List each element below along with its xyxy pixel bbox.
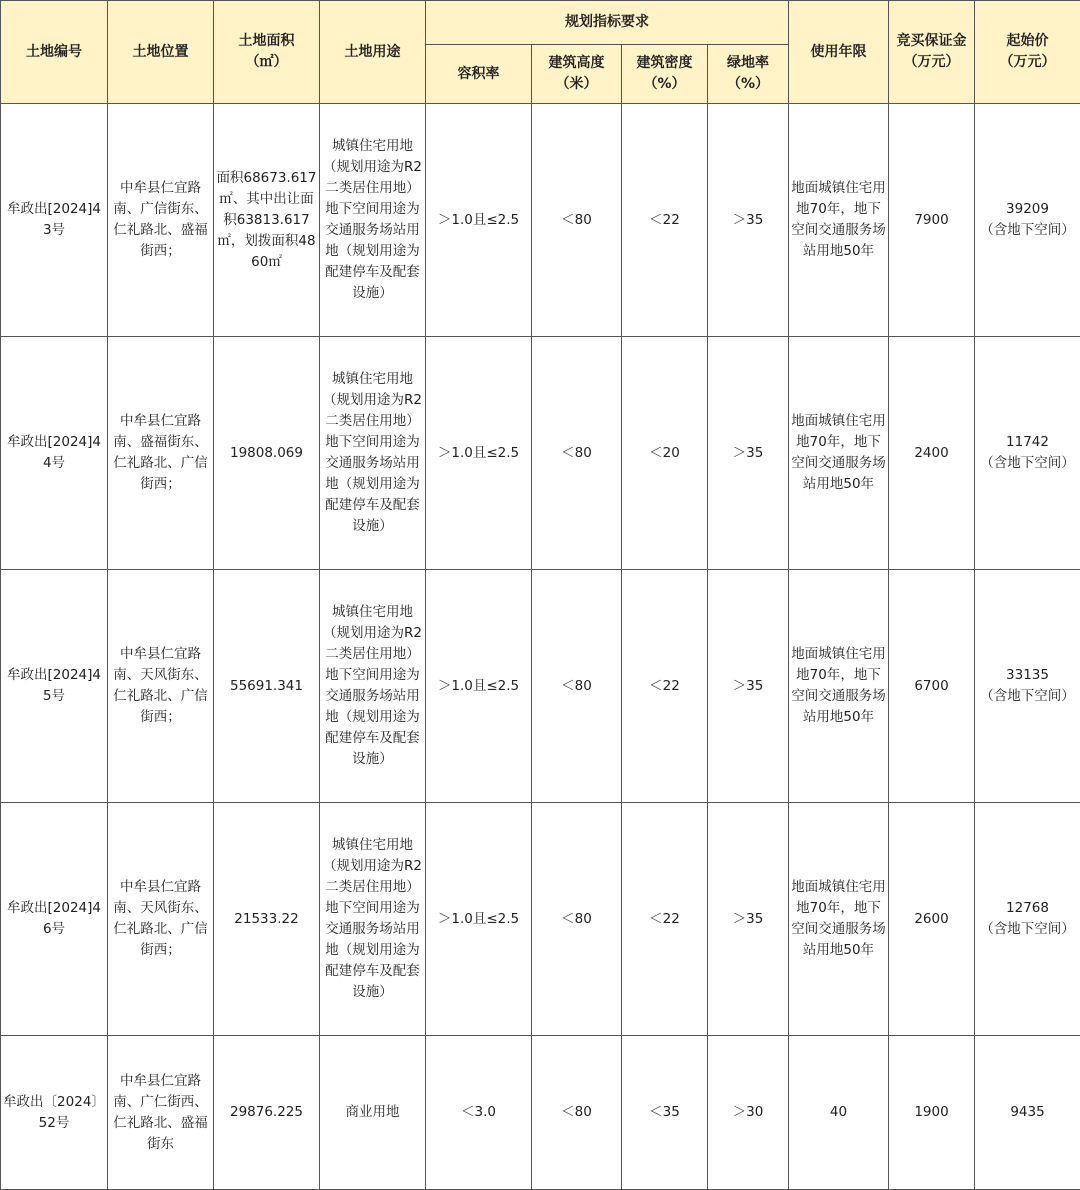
cell-location: 中牟县仁宜路南、天风街东、仁礼路北、广信街西； <box>108 803 214 1036</box>
cell-start-price: 33135 （含地下空间） <box>975 570 1080 803</box>
table-row <box>1 570 1080 803</box>
cell-land-no: 牟政出[2024]43号 <box>1 104 108 337</box>
cell-location: 中牟县仁宜路南、广仁街西、仁礼路北、盛福街东 <box>108 1036 214 1190</box>
header-density: 建筑密度 （%） <box>622 45 708 104</box>
cell-green: ＞35 <box>708 337 789 570</box>
header-use: 土地用途 <box>320 1 426 104</box>
cell-land-no: 牟政出[2024]46号 <box>1 803 108 1036</box>
cell-green: ＞35 <box>708 570 789 803</box>
cell-years: 地面城镇住宅用地70年，地下空间交通服务场站用地50年 <box>789 104 889 337</box>
cell-start-price: 12768 （含地下空间） <box>975 803 1080 1036</box>
header-land-no: 土地编号 <box>1 1 108 104</box>
cell-height: ＜80 <box>532 1036 622 1190</box>
cell-far: ＞1.0且≤2.5 <box>426 104 532 337</box>
cell-density: ＜22 <box>622 570 708 803</box>
cell-use: 城镇住宅用地（规划用途为R2二类居住用地）地下空间用途为交通服务场站用地（规划用途为配建停车及配套设施） <box>320 803 426 1036</box>
cell-use: 城镇住宅用地（规划用途为R2二类居住用地）地下空间用途为交通服务场站用地（规划用途为配建停车及配套设施） <box>320 337 426 570</box>
cell-years: 地面城镇住宅用地70年，地下空间交通服务场站用地50年 <box>789 337 889 570</box>
cell-start-price: 11742 （含地下空间） <box>975 337 1080 570</box>
cell-deposit: 6700 <box>889 570 975 803</box>
header-area: 土地面积 （㎡） <box>214 1 320 104</box>
cell-deposit: 2600 <box>889 803 975 1036</box>
table-row <box>1 803 1080 1036</box>
cell-years: 地面城镇住宅用地70年，地下空间交通服务场站用地50年 <box>789 570 889 803</box>
cell-land-no: 牟政出〔2024〕52号 <box>1 1036 108 1190</box>
cell-area: 21533.22 <box>214 803 320 1036</box>
cell-area: 29876.225 <box>214 1036 320 1190</box>
cell-years: 地面城镇住宅用地70年，地下空间交通服务场站用地50年 <box>789 803 889 1036</box>
header-deposit: 竞买保证金 （万元） <box>889 1 975 104</box>
cell-location: 中牟县仁宜路南、天风街东、仁礼路北、广信街西； <box>108 570 214 803</box>
cell-deposit: 2400 <box>889 337 975 570</box>
table-row <box>1 337 1080 570</box>
cell-green: ＞30 <box>708 1036 789 1190</box>
header-start-price: 起始价 （万元） <box>975 1 1080 104</box>
cell-deposit: 7900 <box>889 104 975 337</box>
header-years: 使用年限 <box>789 1 889 104</box>
cell-green: ＞35 <box>708 803 789 1036</box>
header-row-top <box>1 1 1080 45</box>
cell-area: 55691.341 <box>214 570 320 803</box>
table-row <box>1 104 1080 337</box>
header-far: 容积率 <box>426 45 532 104</box>
header-location: 土地位置 <box>108 1 214 104</box>
header-planning-group: 规划指标要求 <box>426 1 789 45</box>
cell-start-price: 39209 （含地下空间） <box>975 104 1080 337</box>
cell-area: 面积68673.617㎡、其中出让面积63813.617㎡，划拨面积4860㎡ <box>214 104 320 337</box>
cell-location: 中牟县仁宜路南、广信街东、仁礼路北、盛福街西； <box>108 104 214 337</box>
cell-land-no: 牟政出[2024]45号 <box>1 570 108 803</box>
cell-density: ＜22 <box>622 803 708 1036</box>
table-row <box>1 1036 1080 1190</box>
cell-use: 商业用地 <box>320 1036 426 1190</box>
cell-land-no: 牟政出[2024]44号 <box>1 337 108 570</box>
cell-area: 19808.069 <box>214 337 320 570</box>
cell-density: ＜35 <box>622 1036 708 1190</box>
cell-location: 中牟县仁宜路南、盛福街东、仁礼路北、广信街西； <box>108 337 214 570</box>
cell-start-price: 9435 <box>975 1036 1080 1190</box>
cell-deposit: 1900 <box>889 1036 975 1190</box>
cell-far: ＞1.0且≤2.5 <box>426 337 532 570</box>
cell-height: ＜80 <box>532 803 622 1036</box>
cell-use: 城镇住宅用地（规划用途为R2二类居住用地）地下空间用途为交通服务场站用地（规划用途为配建停车及配套设施） <box>320 104 426 337</box>
cell-years: 40 <box>789 1036 889 1190</box>
cell-height: ＜80 <box>532 337 622 570</box>
cell-green: ＞35 <box>708 104 789 337</box>
cell-density: ＜22 <box>622 104 708 337</box>
cell-height: ＜80 <box>532 570 622 803</box>
header-height: 建筑高度 （米） <box>532 45 622 104</box>
cell-density: ＜20 <box>622 337 708 570</box>
cell-use: 城镇住宅用地（规划用途为R2二类居住用地）地下空间用途为交通服务场站用地（规划用途为配建停车及配套设施） <box>320 570 426 803</box>
header-green: 绿地率 （%） <box>708 45 789 104</box>
cell-far: ＜3.0 <box>426 1036 532 1190</box>
cell-far: ＞1.0且≤2.5 <box>426 803 532 1036</box>
cell-far: ＞1.0且≤2.5 <box>426 570 532 803</box>
cell-height: ＜80 <box>532 104 622 337</box>
